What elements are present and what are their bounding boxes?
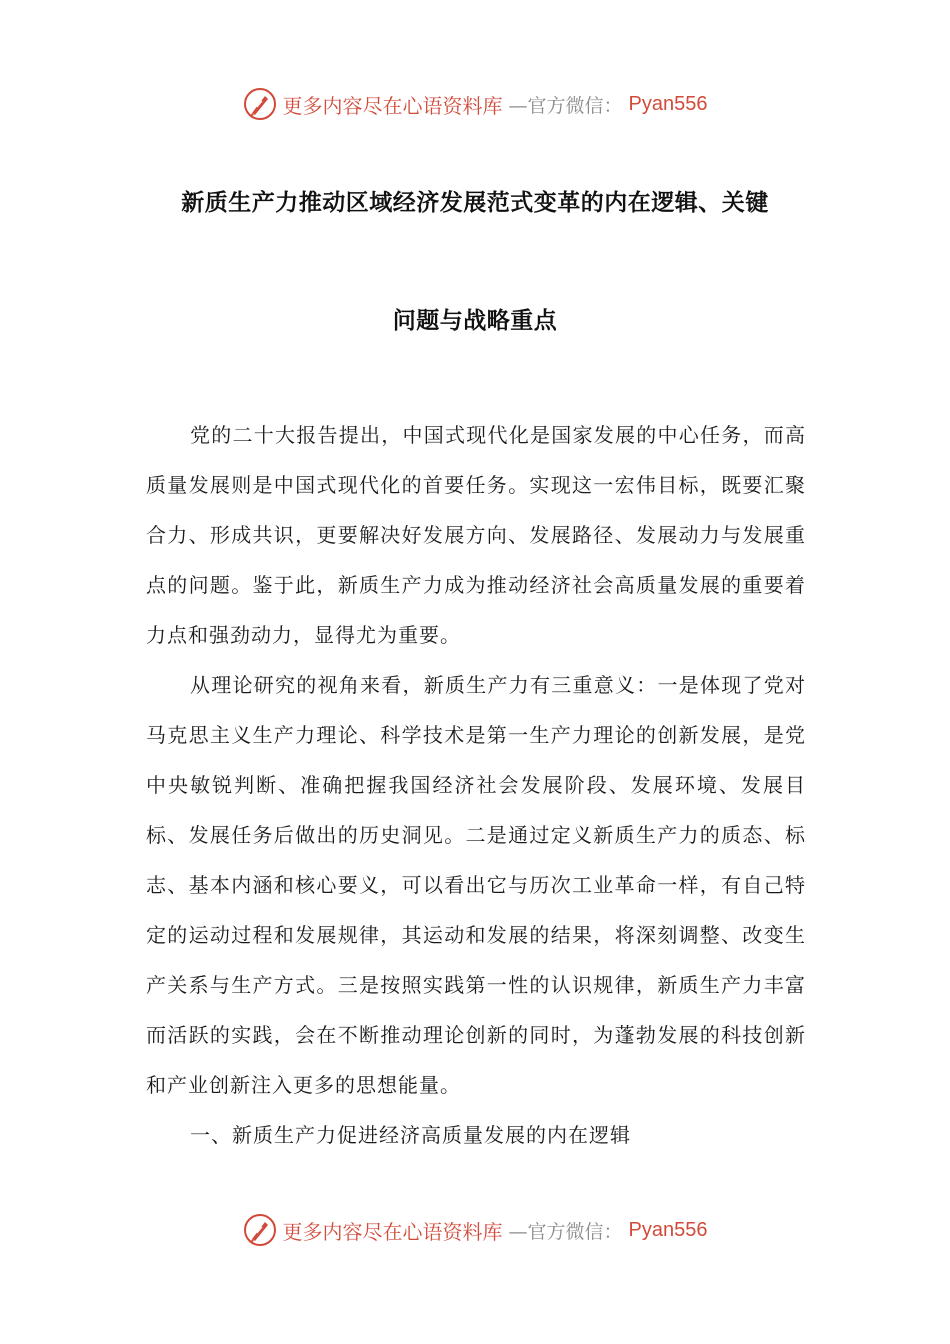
header-watermark: [0, 82, 950, 126]
header-contact-text: —官方微信：: [508, 94, 623, 117]
footer-contact-text: —官方微信：: [508, 1220, 623, 1243]
document-title-line-1: 新质生产力推动区域经济发展范式变革的内在逻辑、关键: [181, 190, 769, 216]
footer-watermark: [0, 1208, 950, 1252]
paragraph-theory: 从理论研究的视角来看，新质生产力有三重意义：一是体现了党对马克思主义生产力理论、科学技术是第一生产力理论的创新发展，是党中央敏锐判断、准确把握我国经济社会发展阶段、发展环境、发展目标、发展任务后做出的历史洞见。二是通过定义新质生产力的质态、标志、基本内涵和核心要义，可以看出它与历次工业革命一样，有自己特定的运动过程和发展规律，其运动和发展的结果，将深刻调整、改变生产关系与生产方式。三是按照实践第一性的认识规律，新质生产力丰富而活跃的实践，会在不断推动理论创新的同时，为蓬勃发展的科技创新和产业创新注入更多的思想能量。: [146, 673, 806, 1097]
footer-brand-text: 更多内容尽在心语资料库: [282, 1219, 503, 1244]
section-heading-1: 一、新质生产力促进经济高质量发展的内在逻辑: [190, 1123, 631, 1147]
document-title-line-2: 问题与战略重点: [392, 308, 558, 334]
header-wechat-id: Pyan556: [628, 92, 708, 115]
paragraph-intro: 党的二十大报告提出，中国式现代化是国家发展的中心任务，而高质量发展则是中国式现代化的首要任务。实现这一宏伟目标，既要汇聚合力、形成共识，更要解决好发展方向、发展路径、发展动力与发展重点的问题。鉴于此，新质生产力成为推动经济社会高质量发展的重要着力点和强劲动力，显得尤为重要。: [146, 423, 806, 647]
header-brand-text: 更多内容尽在心语资料库: [282, 93, 503, 118]
footer-wechat-id: Pyan556: [628, 1218, 708, 1241]
quill-logo-icon: [243, 1213, 277, 1247]
document-body: [146, 410, 806, 1160]
quill-logo-icon: [243, 87, 277, 121]
